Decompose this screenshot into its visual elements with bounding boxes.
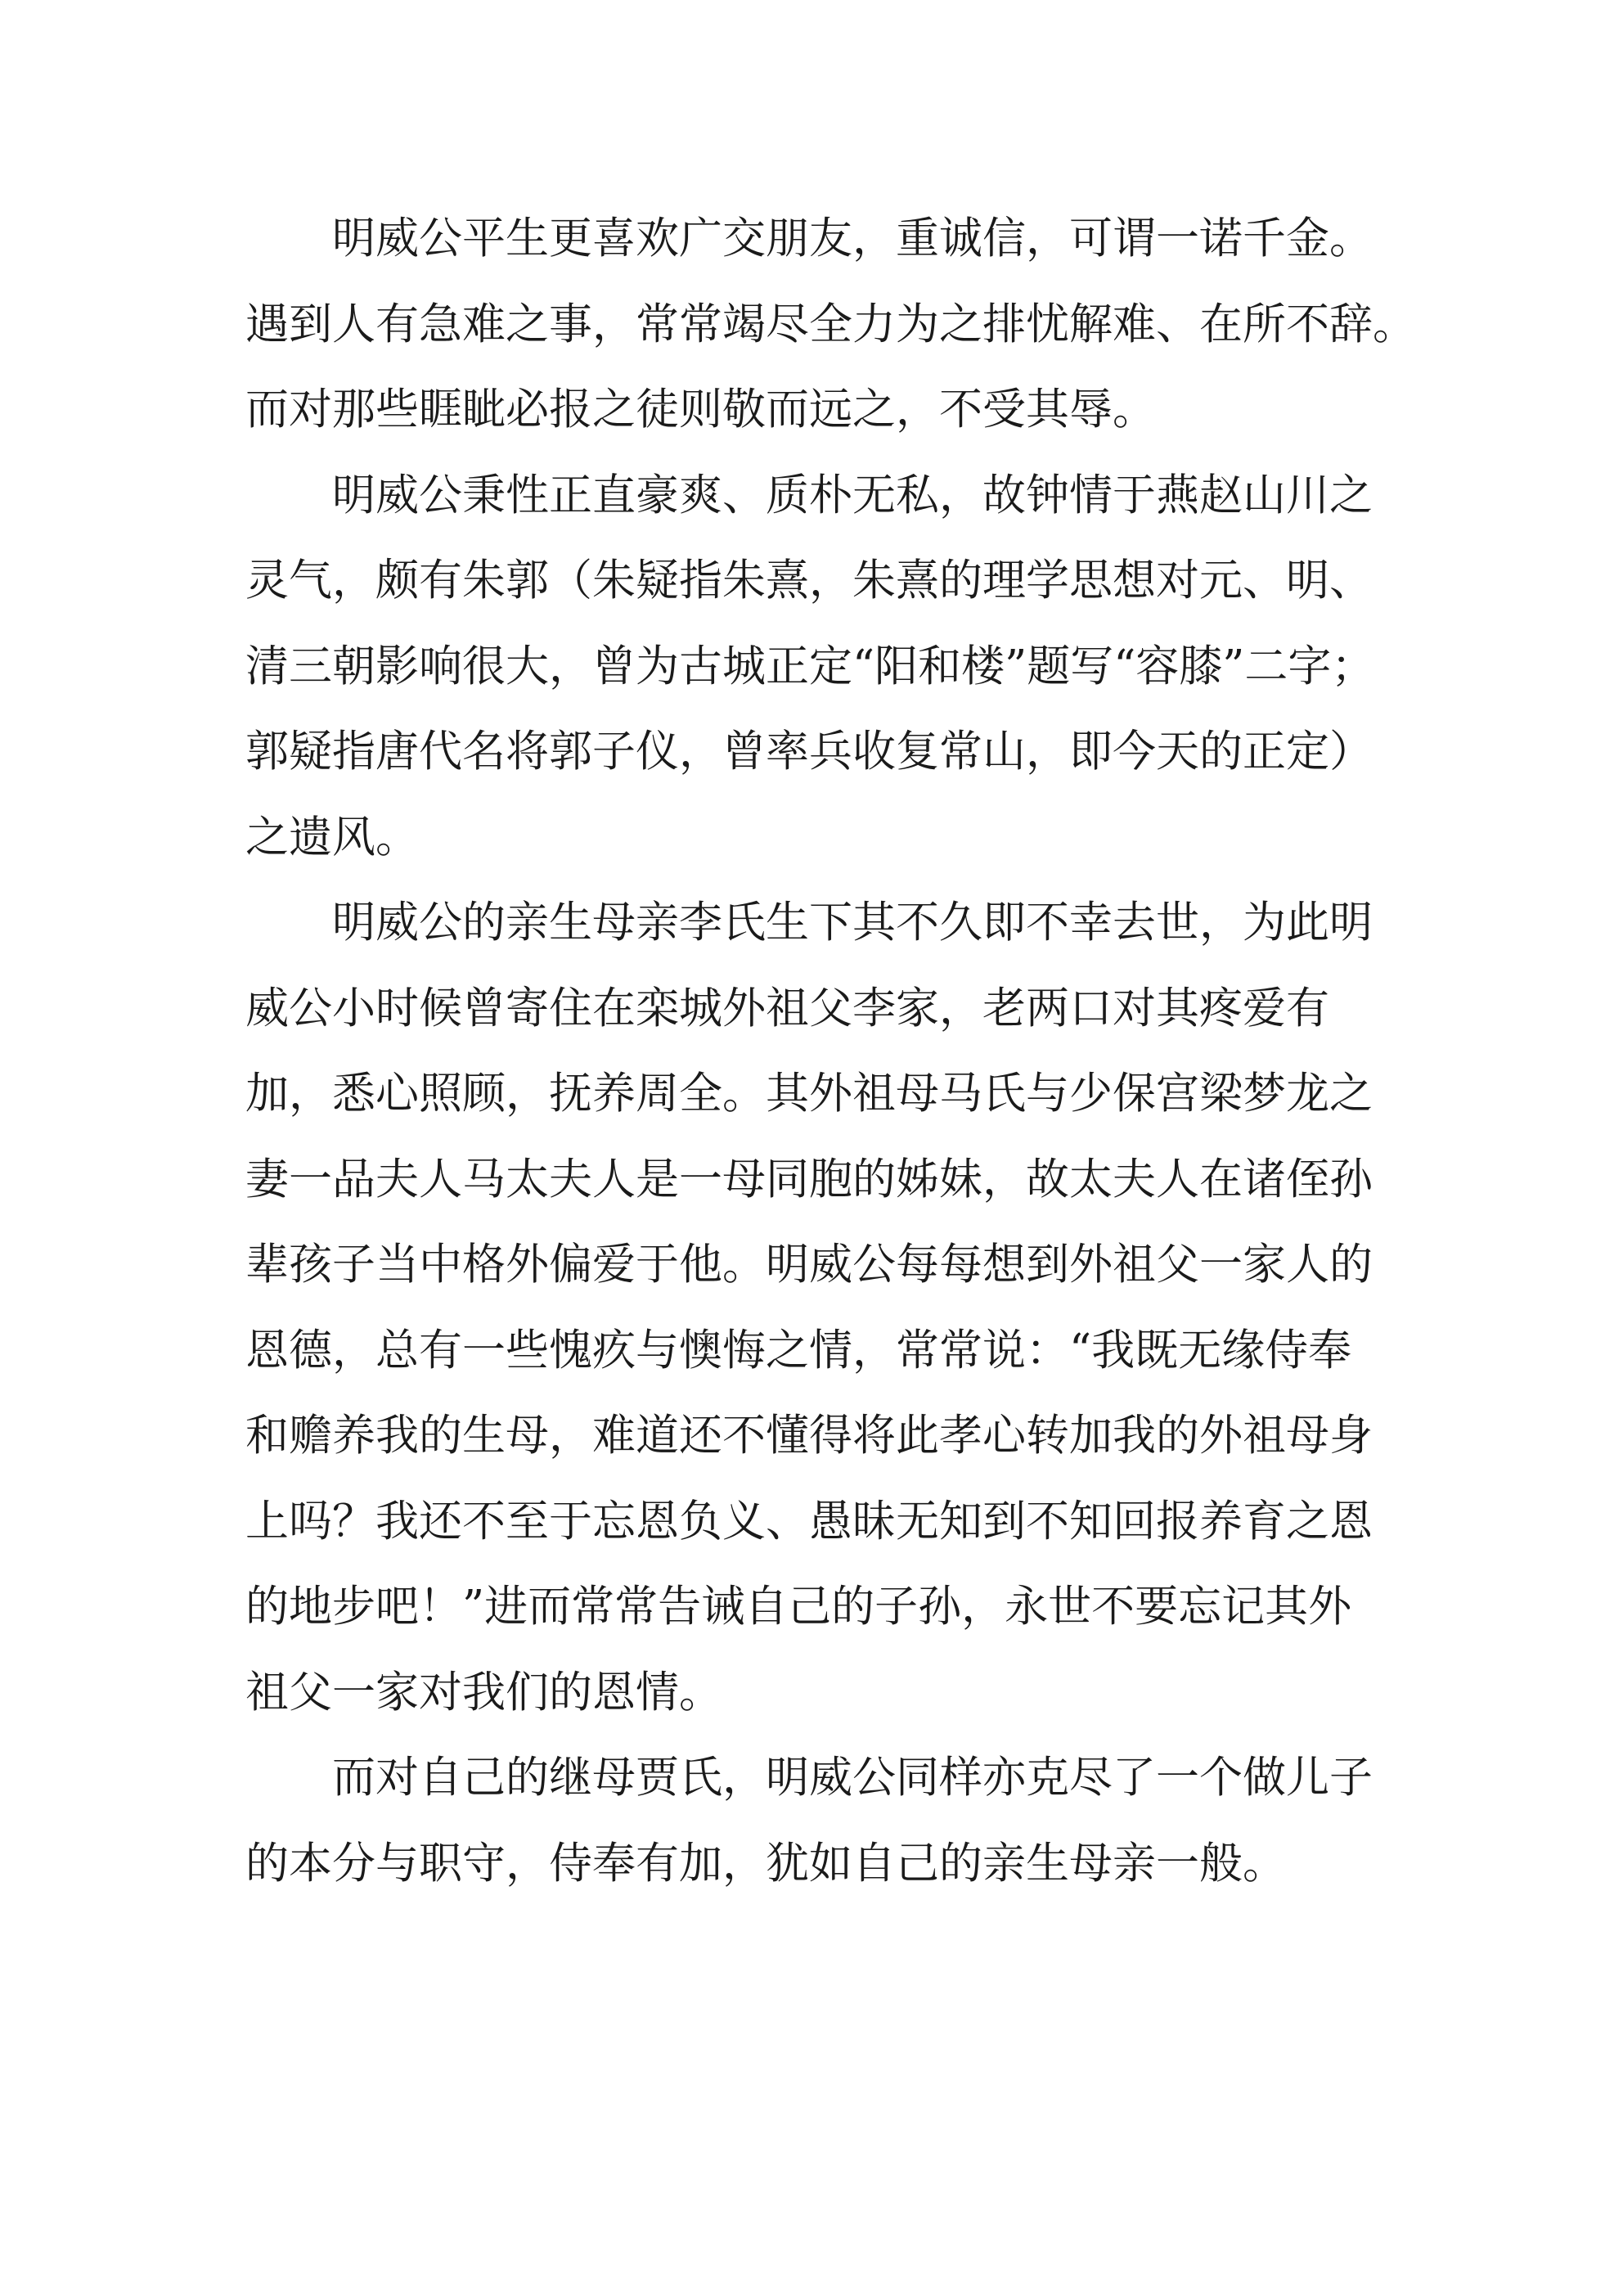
text-line: 清三朝影响很大，曾为古城正定“阳和楼”题写“容膝”二字； [245,641,1375,691]
paragraph [245,453,1391,881]
text-line: 的本分与职守，侍奉有加，犹如自己的亲生母亲一般。 [245,1838,1286,1889]
text-line: 的地步吧！”进而常常告诫自己的子孙，永世不要忘记其外 [245,1582,1352,1632]
text-line: 遇到人有急难之事，常常竭尽全力为之排忧解难、在所不辞。 [245,299,1416,349]
text-line: 祖父一家对我们的恩情。 [245,1667,722,1717]
paragraph [245,196,1416,453]
text-line: 明威公平生更喜欢广交朋友，重诚信，可谓一诺千金。 [332,214,1373,263]
text-line: 恩德，总有一些愧疚与懊悔之情，常常说：“我既无缘侍奉 [245,1325,1352,1375]
text-line: 加，悉心照顾，抚养周全。其外祖母马氏与少保宫梁梦龙之 [245,1069,1373,1119]
text-line: 而对自己的继母贾氏，明威公同样亦克尽了一个做儿子 [332,1753,1373,1803]
text-line: 妻一品夫人马太夫人是一母同胞的姊妹，故太夫人在诸侄孙 [245,1154,1373,1204]
text-line: 郭疑指唐代名将郭子仪，曾率兵收复常山，即今天的正定） [245,727,1373,777]
text-line: 明威公秉性正直豪爽、质朴无私，故钟情于燕赵山川之 [332,470,1373,520]
text-line: 辈孩子当中格外偏爱于他。明威公每每想到外祖父一家人的 [245,1240,1373,1290]
text-line: 威公小时候曾寄住在栾城外祖父李家，老两口对其疼爱有 [245,983,1329,1033]
text-line: 和赡养我的生母，难道还不懂得将此孝心转加我的外祖母身 [245,1411,1373,1461]
text-line: 之遗风。 [245,812,419,862]
body-text [245,196,1416,1907]
paragraph [245,880,1391,1736]
paragraph [245,1736,1391,1907]
text-line: 灵气，颇有朱郭（朱疑指朱熹，朱熹的理学思想对元、明、 [245,556,1373,606]
text-line: 而对那些睚眦必报之徒则敬而远之，不受其辱。 [245,385,1156,434]
text-line: 上吗？我还不至于忘恩负义、愚昧无知到不知回报养育之恩 [245,1496,1373,1546]
text-line: 明威公的亲生母亲李氏生下其不久即不幸去世，为此明 [332,898,1373,948]
